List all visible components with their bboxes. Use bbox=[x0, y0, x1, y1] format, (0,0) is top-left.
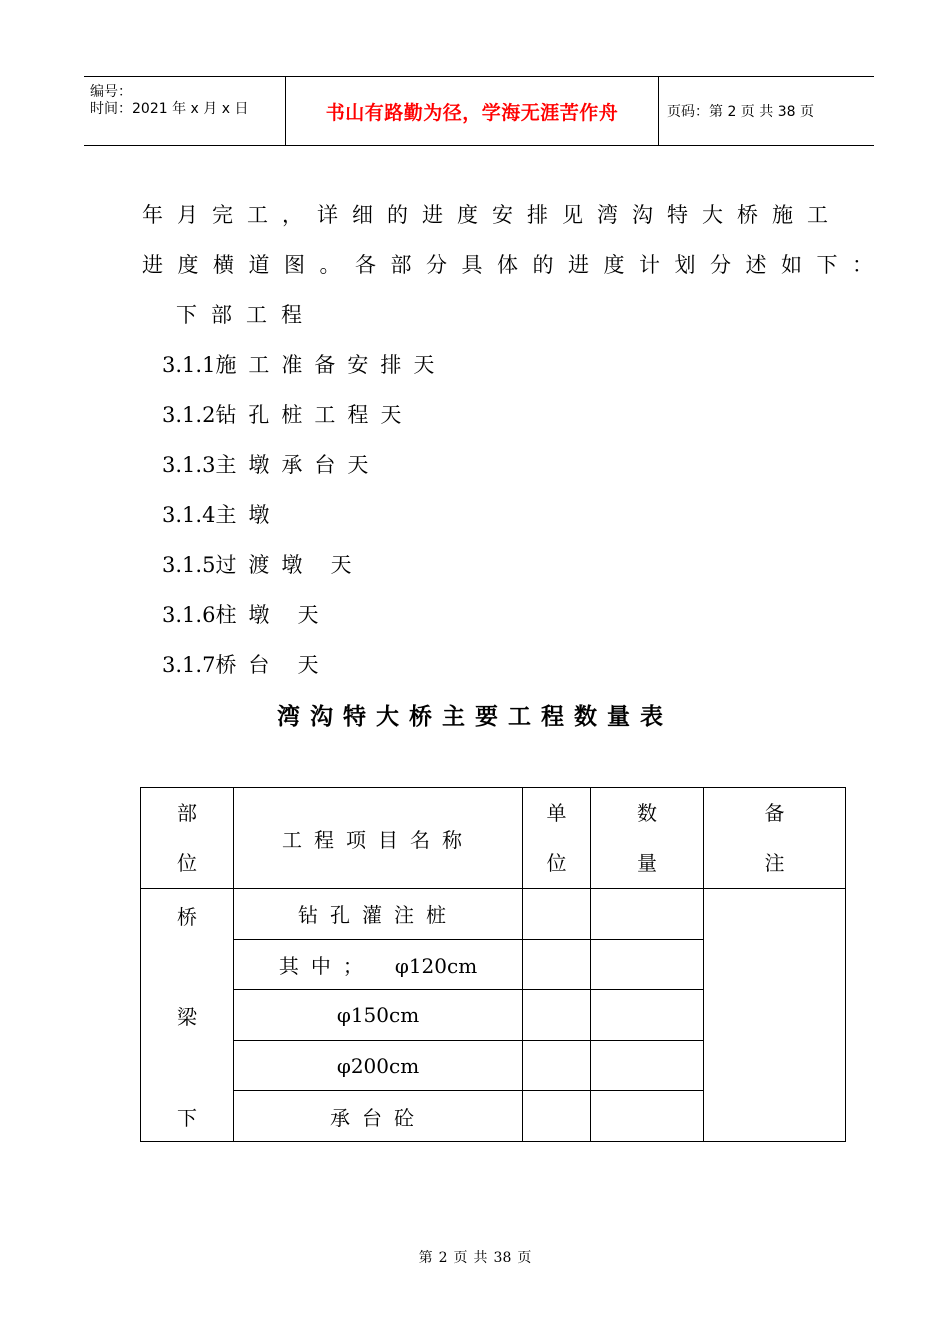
header-motto: 书山有路勤为径，学海无涯苦作舟 bbox=[285, 77, 659, 145]
document-time-label: 时间：2021 年 x 月 x 日 bbox=[90, 101, 249, 117]
note-cell bbox=[704, 889, 846, 1142]
header-unit-char: 单 bbox=[546, 801, 567, 825]
table-header-row bbox=[141, 788, 846, 889]
part-char: 下 bbox=[177, 1106, 197, 1130]
list-item bbox=[162, 599, 318, 629]
list-item-suffix: 天 bbox=[330, 553, 352, 577]
quantity-table bbox=[140, 787, 846, 1142]
list-item bbox=[162, 649, 318, 679]
item-name-cell: φ200cm bbox=[234, 1040, 523, 1091]
quantity-cell bbox=[591, 990, 704, 1041]
footer-ye-2: 页 bbox=[517, 1250, 532, 1266]
list-item bbox=[162, 449, 380, 479]
list-item-text: 主墩 bbox=[215, 503, 282, 527]
header-note bbox=[704, 788, 846, 889]
footer-page-number: 2 bbox=[438, 1250, 448, 1266]
header-note-char: 注 bbox=[764, 851, 785, 875]
header-name: 工程项目名称 bbox=[234, 788, 523, 889]
list-item-suffix: 天 bbox=[297, 603, 319, 627]
body-line-1: 年月完工，详细的进度安排见湾沟特大桥施工 bbox=[142, 203, 842, 227]
list-item-text: 施工准备安排天 bbox=[215, 353, 447, 377]
part-char: 梁 bbox=[177, 1005, 197, 1029]
unit-cell bbox=[523, 1091, 591, 1142]
header-quantity-char: 量 bbox=[637, 851, 657, 875]
item-name-cell: 钻孔灌注桩 bbox=[234, 889, 523, 940]
page-header bbox=[84, 76, 874, 146]
item-name-cell: 承台砼 bbox=[234, 1091, 523, 1142]
list-item-number: 3.1.1 bbox=[162, 353, 216, 377]
list-item-text: 柱墩 bbox=[215, 603, 282, 627]
list-item-text: 过渡墩 bbox=[215, 553, 315, 577]
list-item-number: 3.1.2 bbox=[162, 403, 216, 427]
header-part bbox=[141, 788, 234, 889]
header-quantity-char: 数 bbox=[637, 801, 657, 825]
list-item-number: 3.1.4 bbox=[162, 503, 216, 527]
footer-gong: 共 bbox=[473, 1250, 488, 1266]
list-item-text: 主墩承台天 bbox=[215, 453, 381, 477]
document-number-label: 编号： bbox=[90, 84, 132, 100]
header-part-char: 位 bbox=[177, 851, 197, 875]
header-page-info: 页码：第 2 页 共 38 页 bbox=[667, 104, 814, 120]
unit-cell bbox=[523, 939, 591, 990]
list-item bbox=[162, 499, 281, 529]
item-name-prefix: 其中； bbox=[278, 953, 375, 978]
footer-ye: 页 bbox=[453, 1250, 468, 1266]
header-unit-char: 位 bbox=[546, 851, 567, 875]
quantity-cell bbox=[591, 939, 704, 990]
page-footer bbox=[0, 1247, 950, 1267]
quantity-cell bbox=[591, 889, 704, 940]
item-name-cell: φ150cm bbox=[234, 990, 523, 1041]
list-item-number: 3.1.3 bbox=[162, 453, 216, 477]
list-item bbox=[162, 349, 446, 379]
list-item bbox=[162, 399, 413, 429]
header-meta bbox=[84, 77, 285, 145]
part-cell bbox=[141, 889, 234, 1142]
list-item-text: 桥台 bbox=[215, 653, 282, 677]
list-item-number: 3.1.5 bbox=[162, 553, 216, 577]
footer-di: 第 bbox=[418, 1250, 433, 1266]
list-item-text: 钻孔桩工程天 bbox=[215, 403, 414, 427]
item-name-cell bbox=[234, 939, 523, 990]
body-line-2: 进度横道图。各部分具体的进度计划分述如下： bbox=[142, 253, 888, 277]
header-note-char: 备 bbox=[764, 801, 785, 825]
header-part-char: 部 bbox=[177, 801, 197, 825]
list-item-suffix: 天 bbox=[297, 653, 319, 677]
unit-cell bbox=[523, 1040, 591, 1091]
section-heading: 下部工程 bbox=[176, 303, 316, 327]
list-item bbox=[162, 549, 351, 579]
header-unit bbox=[523, 788, 591, 889]
item-name-value: φ120cm bbox=[394, 953, 478, 978]
quantity-cell bbox=[591, 1040, 704, 1091]
header-quantity bbox=[591, 788, 704, 889]
list-item-number: 3.1.7 bbox=[162, 653, 216, 677]
unit-cell bbox=[523, 990, 591, 1041]
unit-cell bbox=[523, 889, 591, 940]
footer-total-pages: 38 bbox=[493, 1250, 512, 1266]
list-item-number: 3.1.6 bbox=[162, 603, 216, 627]
table-title: 湾沟特大桥主要工程数量表 bbox=[277, 704, 673, 730]
part-char: 桥 bbox=[177, 905, 197, 929]
table-row bbox=[141, 889, 846, 940]
quantity-cell bbox=[591, 1091, 704, 1142]
